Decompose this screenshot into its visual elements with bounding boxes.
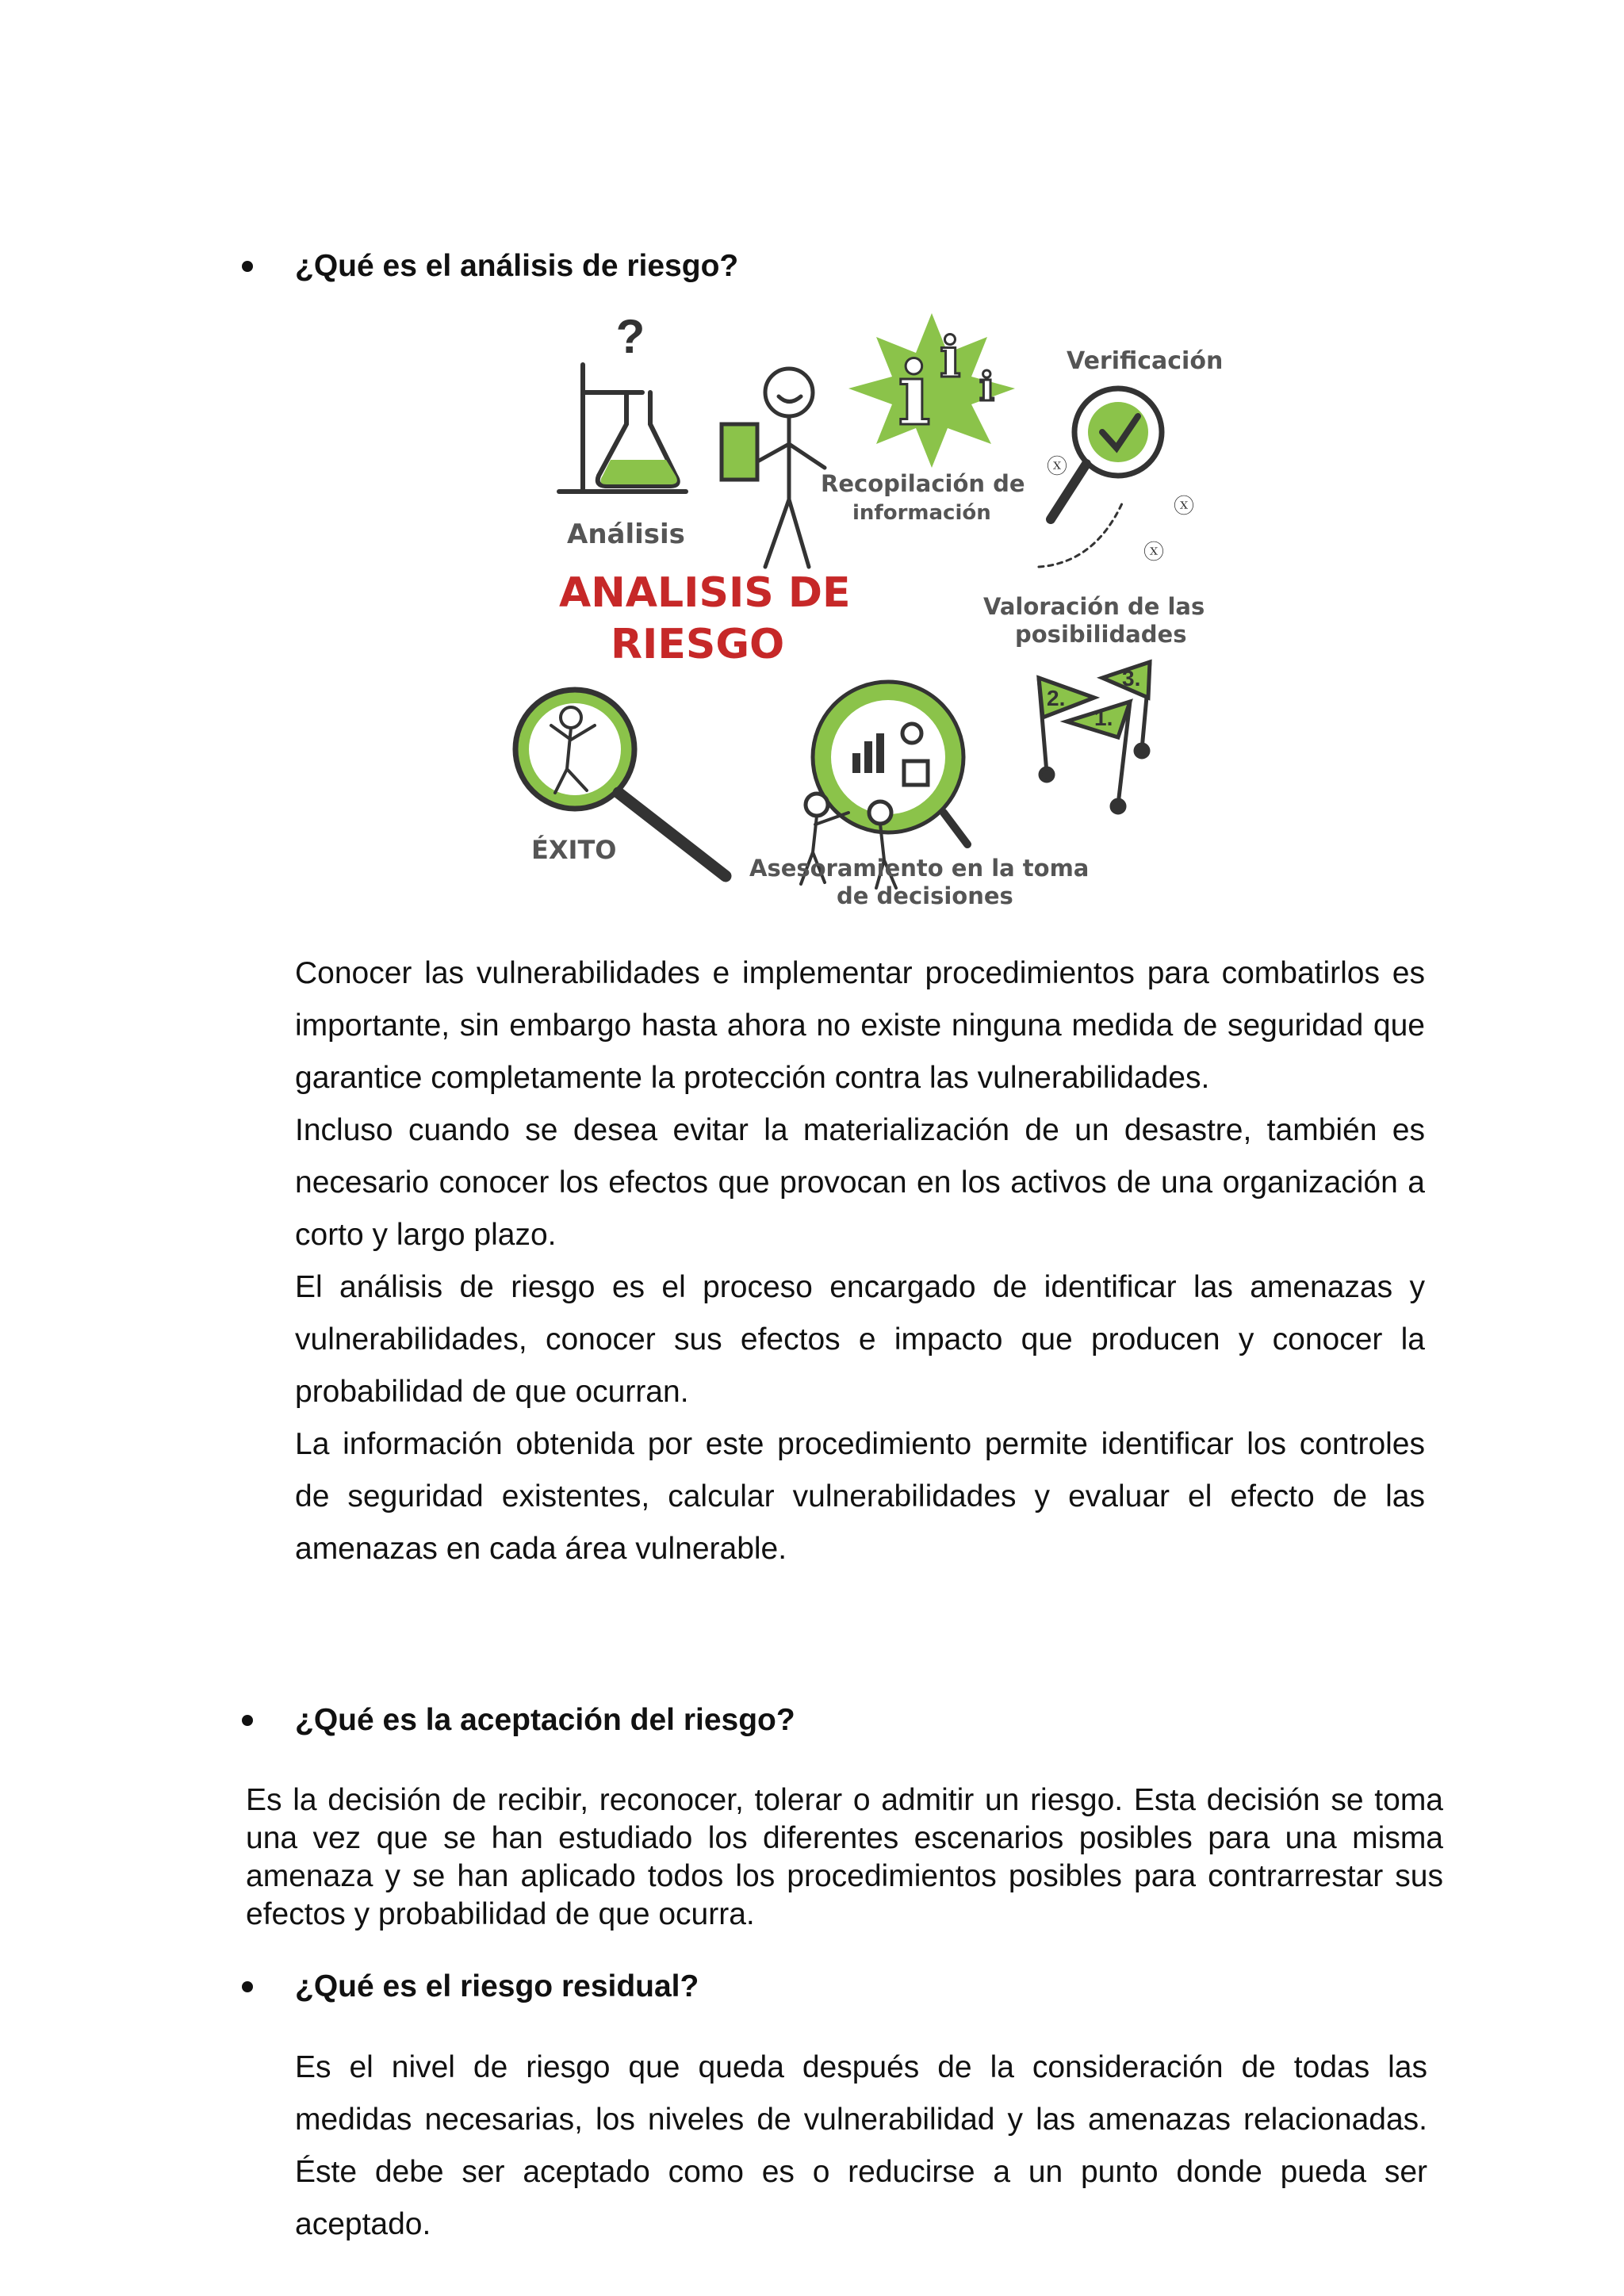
- heading-text: ¿Qué es el análisis de riesgo?: [295, 249, 739, 283]
- section-heading-analisis: [246, 249, 738, 284]
- figure-title-line2: RIESGO: [611, 621, 785, 668]
- heading-text: ¿Qué es el riesgo residual?: [295, 1969, 699, 2003]
- paragraph: Conocer las vulnerabilidades e implementar procedimientos para combatirlos es importante, sin embargo hasta ahora no existe ninguna medida de seguridad que garantice completamente la protección contra las vulnerabilidades.: [295, 956, 1425, 1095]
- bullet-icon: [242, 1715, 253, 1726]
- paragraph: El análisis de riesgo es el proceso encargado de identificar las amenazas y vulnerabilidades, conocer sus efectos e impacto que producen y conocer la probabilidad de que ocurran.: [295, 1270, 1425, 1409]
- paragraph: Incluso cuando se desea evitar la materialización de un desastre, también es necesario conocer los efectos que provocan en los activos de una organización a corto y largo plazo.: [295, 1113, 1425, 1252]
- section-heading-residual: [246, 1969, 699, 2004]
- section-heading-aceptacion: [246, 1703, 795, 1738]
- svg-text:ⓧ: ⓧ: [1047, 454, 1068, 478]
- flag-label-2: 2.: [1047, 686, 1066, 710]
- section-body-analisis: [295, 947, 1425, 1575]
- figure-label-valoracion-1: Valoración de las: [983, 593, 1205, 620]
- paragraph: Es la decisión de recibir, reconocer, tolerar o admitir un riesgo. Esta decisión se toma una vez que se han estudiado los diferentes escenarios posibles para una misma amenaza y se han aplicado todos los procedimientos posibles para contrarrestar sus efectos y probabilidad de que ocurra.: [246, 1783, 1443, 1931]
- figure-label-analisis: Análisis: [567, 519, 685, 550]
- svg-text:i: i: [940, 324, 961, 390]
- svg-text:i: i: [898, 342, 931, 445]
- figure-label-recopilacion-2: información: [852, 501, 991, 525]
- flask-icon: [559, 310, 686, 492]
- flag-label-1: 1.: [1094, 706, 1113, 730]
- heading-text: ¿Qué es la aceptación del riesgo?: [295, 1703, 795, 1737]
- section-body-residual: [295, 2042, 1427, 2251]
- risk-analysis-illustration: [492, 305, 1245, 924]
- figure-label-asesoramiento-2: de decisiones: [837, 882, 1013, 909]
- figure-label-asesoramiento-1: Asesoramiento en la toma: [749, 855, 1090, 882]
- person-clipboard-icon: [722, 369, 825, 567]
- svg-text:ⓧ: ⓧ: [1143, 540, 1165, 564]
- figure-label-verificacion: Verificación: [1067, 347, 1224, 375]
- information-burst-icon: [848, 313, 1015, 468]
- figure-label-valoracion-2: posibilidades: [1015, 621, 1187, 648]
- svg-text:i: i: [979, 363, 994, 410]
- svg-text:ⓧ: ⓧ: [1174, 494, 1195, 518]
- bullet-icon: [242, 261, 253, 272]
- verification-magnifier-icon: [1039, 388, 1194, 567]
- figure-label-recopilacion-1: Recopilación de: [821, 470, 1025, 497]
- paragraph: La información obtenida por este procedimiento permite identificar los controles de seguridad existentes, calcular vulnerabilidades y evaluar el efecto de las amenazas en cada área vulnerable.: [295, 1427, 1425, 1566]
- section-body-aceptacion: [246, 1781, 1443, 1934]
- svg-text:?: ?: [615, 310, 645, 363]
- figure-label-exito: ÉXITO: [531, 835, 617, 865]
- paragraph: Es el nivel de riesgo que queda después de la consideración de todas las medidas necesarias, los niveles de vulnerabilidad y las amenazas relacionadas. Éste debe ser aceptado como es o reducirse a un punto donde pueda ser aceptado.: [295, 2050, 1427, 2241]
- bullet-icon: [242, 1981, 253, 1992]
- flag-label-3: 3.: [1122, 666, 1141, 691]
- figure-title-line1: ANALISIS DE: [559, 569, 851, 617]
